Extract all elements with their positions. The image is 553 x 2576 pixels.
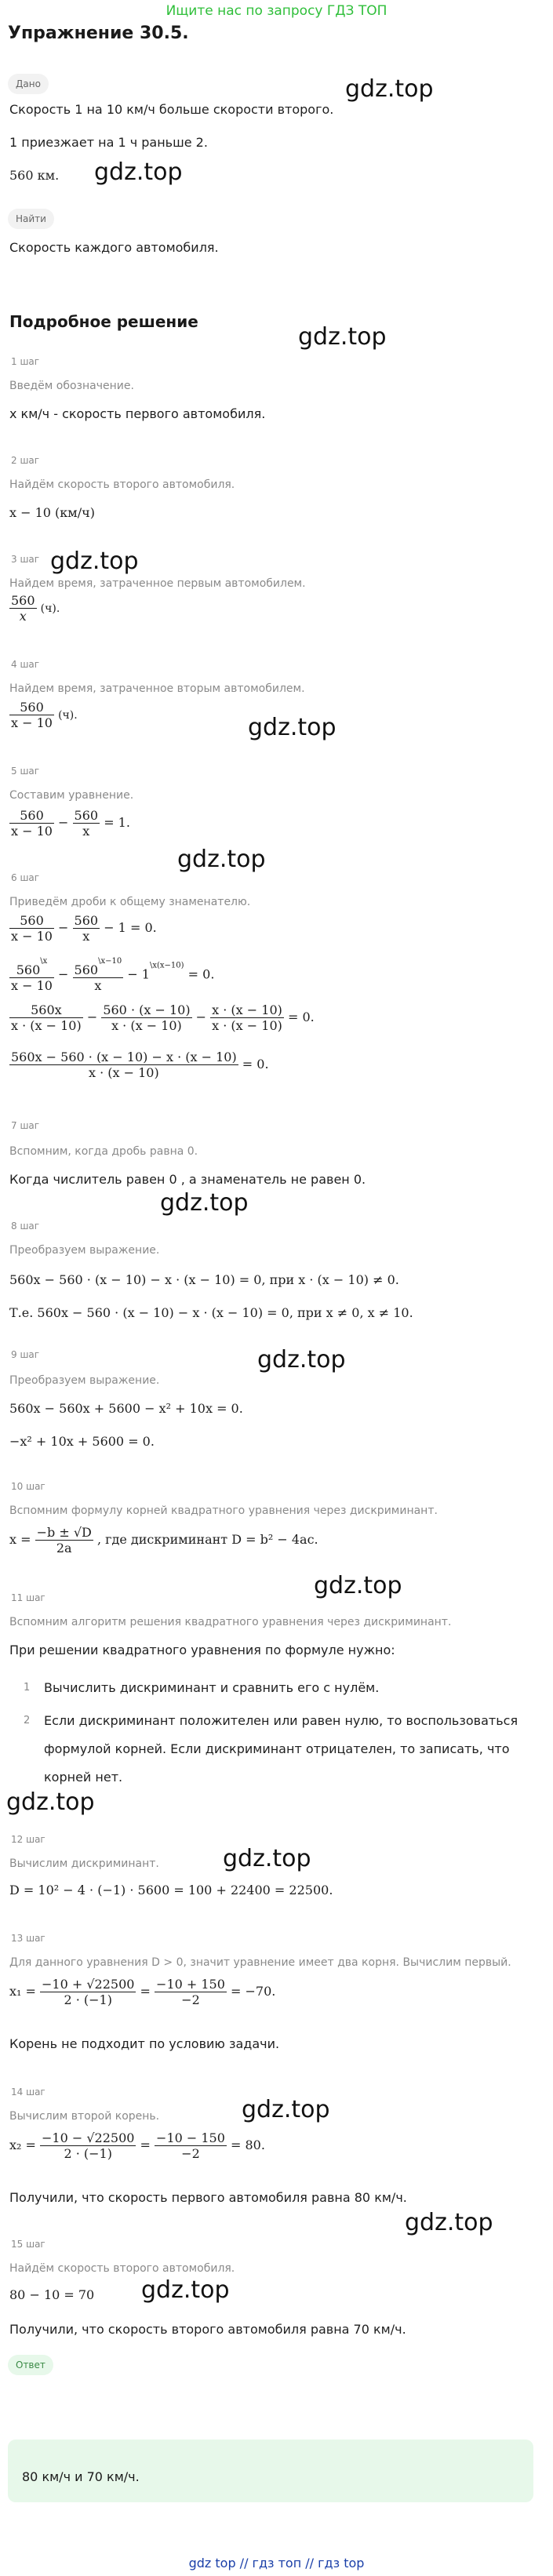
step-formula: x = $\frac{-b \pm √D}{2a}$ , где дискриминант D = b² − 4ac.: [9, 1525, 318, 1555]
step-note: Вспомним, когда дробь равна 0.: [9, 1145, 198, 1158]
answer-text: 80 км/ч и 70 км/ч.: [22, 2469, 140, 2484]
given-line-2: 1 приезжает на 1 ч раньше 2.: [9, 135, 208, 150]
step-label: 6 шаг: [11, 872, 40, 883]
step-note: Приведём дроби к общему знаменателю.: [9, 896, 251, 908]
watermark: gdz.top: [345, 75, 434, 103]
given-chip: Дано: [8, 74, 49, 94]
step-text: x − 10 (км/ч): [9, 505, 95, 520]
step-note: Найдем время, затраченное первым автомобилем.: [9, 577, 306, 590]
list-item: Вычислить дискриминант и сравнить его с нулём.: [44, 1680, 380, 1695]
list-item: Если дискриминант положителен или равен нулю, то воспользоваться: [44, 1713, 518, 1728]
step-text: D = 10² − 4 · (−1) · 5600 = 100 + 22400 = 22500.: [9, 1883, 333, 1897]
watermark: gdz.top: [257, 1346, 346, 1374]
step-note: Вычислим дискриминант.: [9, 1857, 159, 1870]
list-number: 2: [24, 1715, 31, 1726]
list-item: формулой корней. Если дискриминант отрицателен, то записать, что: [44, 1741, 510, 1756]
step-formula: $\frac{560}{x - 10}$ − $\frac{560}{x}$ = 1.: [11, 808, 130, 839]
watermark: gdz.top: [177, 846, 266, 873]
step-text: Получили, что скорость первого автомобиля равна 80 км/ч.: [9, 2190, 407, 2205]
step-text: Когда числитель равен 0 , а знаменатель не равен 0.: [9, 1172, 366, 1187]
watermark: gdz.top: [50, 548, 139, 575]
step-label: 9 шаг: [11, 1349, 40, 1360]
answer-chip: Ответ: [8, 2355, 53, 2375]
step-text: −x² + 10x + 5600 = 0.: [9, 1434, 155, 1449]
footer-links[interactable]: gdz top // гдз топ // гдз top: [188, 2556, 365, 2571]
watermark: gdz.top: [298, 323, 387, 351]
step-label: 15 шаг: [11, 2239, 45, 2250]
find-chip: Найти: [8, 209, 54, 229]
find-text: Скорость каждого автомобиля.: [9, 240, 219, 255]
given-line-1: Скорость 1 на 10 км/ч больше скорости второго.: [9, 102, 334, 117]
given-line-3: 560 км.: [9, 168, 60, 183]
watermark: gdz.top: [223, 1845, 311, 1872]
step-note: Вспомним формулу корней квадратного уравнения через дискриминант.: [9, 1504, 438, 1517]
step-formula: $\frac{560}{x - 10}$ − $\frac{560}{x}$ − 1 = 0.: [11, 913, 157, 944]
step-text: Корень не подходит по условию задачи.: [9, 2036, 280, 2051]
step-note: Введём обозначение.: [9, 380, 134, 392]
watermark: gdz.top: [6, 1788, 95, 1816]
step-label: 8 шаг: [11, 1221, 40, 1232]
step-note: Преобразуем выражение.: [9, 1244, 160, 1257]
list-item: корней нет.: [44, 1770, 123, 1785]
step-text: При решении квадратного уравнения по формуле нужно:: [9, 1643, 395, 1657]
step-formula: $\frac{560x - 560 \cdot (x - 10) - x \cdot (x - 10)}{x \cdot (x - 10)}$ = 0.: [11, 1050, 269, 1080]
step-label: 2 шаг: [11, 455, 40, 466]
watermark: gdz.top: [314, 1572, 402, 1599]
step-text: x км/ч - скорость первого автомобиля.: [9, 406, 266, 421]
step-text: 560x − 560x + 5600 − x² + 10x = 0.: [9, 1401, 243, 1416]
step-text: Т.е. 560x − 560 · (x − 10) − x · (x − 10) = 0, при x ≠ 0, x ≠ 10.: [9, 1305, 413, 1320]
step-note: Для данного уравнения D > 0, значит уравнение имеет два корня. Вычислим первый.: [9, 1956, 511, 1969]
watermark: gdz.top: [242, 2096, 330, 2123]
step-note: Найдём скорость второго автомобиля.: [9, 478, 235, 491]
step-note: Составим уравнение.: [9, 789, 134, 802]
step-note: Найдем время, затраченное вторым автомобилем.: [9, 682, 305, 695]
watermark: gdz.top: [94, 158, 183, 186]
step-label: 11 шаг: [11, 1592, 45, 1603]
list-number: 1: [24, 1682, 31, 1694]
step-label: 1 шаг: [11, 356, 40, 367]
step-note: Вспомним алгоритм решения квадратного уравнения через дискриминант.: [9, 1616, 452, 1628]
step-label: 14 шаг: [11, 2087, 45, 2098]
page-title: Упражнение 30.5.: [8, 24, 189, 43]
step-text: 80 − 10 = 70: [9, 2287, 95, 2302]
step-formula: $\frac{560x}{x \cdot (x - 10)}$ − $\frac{560 \cdot (x - 10)}{x \cdot (x - 10)}$ − $\frac{x \cdot (x - 10)}{x \cdot (x - 10)}$ = 0.: [11, 1002, 315, 1033]
step-text: Получили, что скорость второго автомобиля равна 70 км/ч.: [9, 2322, 406, 2337]
step-formula: x₂ = $\frac{-10 - √22500}{2 \cdot (-1)}$ = $\frac{-10 - 150}{-2}$ = 80.: [9, 2130, 265, 2161]
solution-title: Подробное решение: [9, 312, 198, 331]
top-search-hint[interactable]: Ищите нас по запросу ГДЗ ТОП: [166, 3, 387, 19]
step-text: 560x − 560 · (x − 10) − x · (x − 10) = 0, при x · (x − 10) ≠ 0.: [9, 1272, 399, 1287]
step-label: 3 шаг: [11, 554, 40, 565]
step-label: 10 шаг: [11, 1481, 45, 1492]
step-label: 4 шаг: [11, 659, 40, 670]
step-formula: $\frac{560}{x - 10}$ (ч).: [11, 700, 78, 730]
step-note: Преобразуем выражение.: [9, 1374, 160, 1387]
watermark: gdz.top: [141, 2276, 230, 2304]
step-note: Найдём скорость второго автомобиля.: [9, 2262, 235, 2275]
step-label: 5 шаг: [11, 766, 40, 777]
step-formula: $\frac{560}{x}$ (ч).: [11, 593, 60, 624]
step-label: 12 шаг: [11, 1834, 45, 1845]
step-formula: $\frac{560^{\backslash x}}{x - 10}$ − $\frac{560^{\backslash x-10}}{x}$ − $1^{\backslash x(x-10)} = 0$.: [11, 957, 215, 993]
step-label: 13 шаг: [11, 1933, 45, 1944]
step-label: 7 шаг: [11, 1120, 40, 1131]
step-note: Вычислим второй корень.: [9, 2110, 160, 2123]
step-formula: x₁ = $\frac{-10 + √22500}{2 \cdot (-1)}$ = $\frac{-10 + 150}{-2}$ = −70.: [9, 1977, 276, 2007]
watermark: gdz.top: [248, 714, 337, 741]
watermark: gdz.top: [160, 1189, 249, 1217]
watermark: gdz.top: [405, 2209, 493, 2236]
